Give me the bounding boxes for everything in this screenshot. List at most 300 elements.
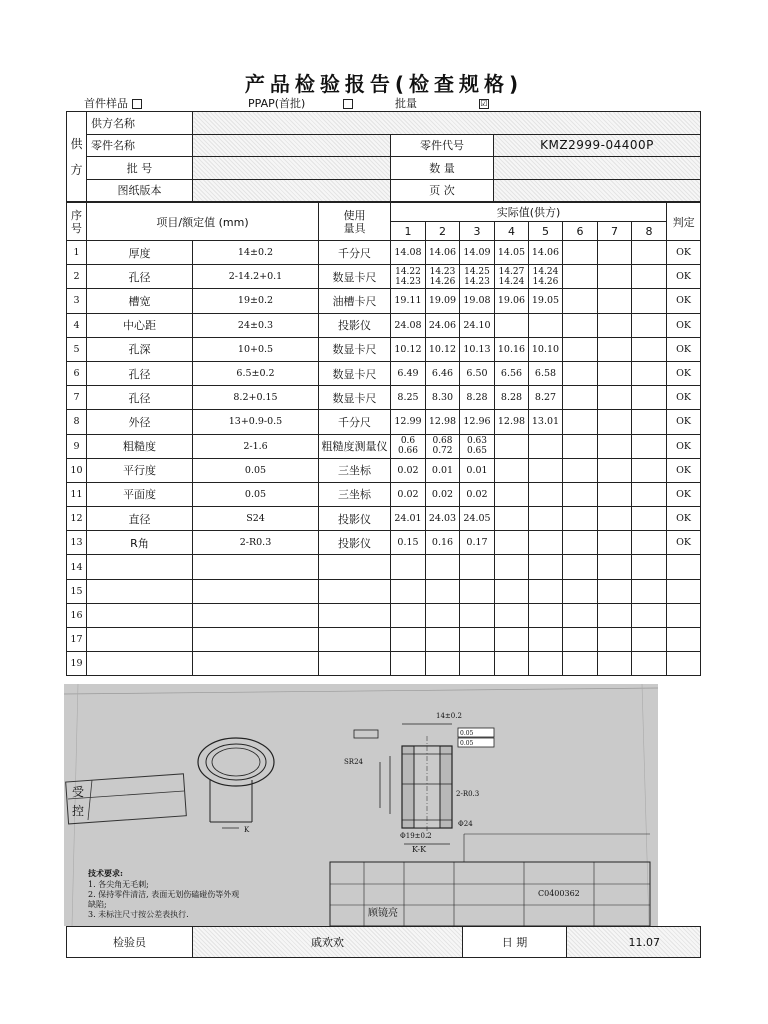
- item-spec: S24: [193, 507, 319, 531]
- sample-column-header: 5: [529, 222, 563, 241]
- gauge-name: 粗糙度测量仪: [319, 434, 391, 458]
- measured-value[interactable]: 24.06: [426, 313, 460, 337]
- measured-value[interactable]: 24.05: [460, 507, 495, 531]
- table-row: [67, 555, 701, 579]
- item-spec: 6.5±0.2: [193, 361, 319, 385]
- item-name: 厚度: [87, 241, 193, 265]
- measured-value[interactable]: [632, 313, 667, 337]
- measured-value[interactable]: [632, 458, 667, 482]
- measured-value[interactable]: [598, 361, 632, 385]
- table-row: [67, 337, 701, 361]
- gauge-name: [319, 628, 391, 652]
- measured-value[interactable]: 19.11: [391, 289, 426, 313]
- measured-value[interactable]: 13.01: [529, 410, 563, 434]
- measured-value[interactable]: 12.98: [426, 410, 460, 434]
- row-number: 13: [67, 531, 87, 555]
- header-actual: 实际值(供方): [391, 203, 667, 222]
- measured-value[interactable]: 19.09: [426, 289, 460, 313]
- part-code-value[interactable]: KMZ2999-04400P: [494, 134, 701, 157]
- measured-value[interactable]: 0.63 0.65: [460, 434, 495, 458]
- measured-value[interactable]: 0.02: [391, 458, 426, 482]
- item-name: 槽宽: [87, 289, 193, 313]
- measured-value[interactable]: [391, 555, 426, 579]
- measured-value[interactable]: 14.23 14.26: [426, 265, 460, 289]
- measured-value[interactable]: [426, 628, 460, 652]
- tech-req-title: 技术要求:: [88, 868, 123, 878]
- measured-value[interactable]: [598, 410, 632, 434]
- item-name: [87, 628, 193, 652]
- sample-column-header: 3: [460, 222, 495, 241]
- gauge-name: 油槽卡尺: [319, 289, 391, 313]
- measured-value[interactable]: [632, 603, 667, 627]
- measured-value[interactable]: [495, 458, 529, 482]
- measured-value[interactable]: [563, 531, 598, 555]
- table-row: [67, 458, 701, 482]
- item-name: 平行度: [87, 458, 193, 482]
- verdict: OK: [667, 458, 701, 482]
- measured-value[interactable]: 6.56: [495, 361, 529, 385]
- measured-value[interactable]: 14.27 14.24: [495, 265, 529, 289]
- table-row: [67, 289, 701, 313]
- measured-value[interactable]: [529, 603, 563, 627]
- measured-value[interactable]: 24.03: [426, 507, 460, 531]
- gauge-name: 投影仪: [319, 531, 391, 555]
- verdict: OK: [667, 507, 701, 531]
- measured-value[interactable]: [495, 652, 529, 676]
- svg-text:控: 控: [72, 804, 85, 818]
- row-number: 7: [67, 386, 87, 410]
- footer-table: [66, 926, 701, 958]
- measured-value[interactable]: [391, 652, 426, 676]
- item-spec: [193, 579, 319, 603]
- measured-value[interactable]: [529, 434, 563, 458]
- measured-value[interactable]: [495, 628, 529, 652]
- gauge-name: 数显卡尺: [319, 265, 391, 289]
- verdict: OK: [667, 337, 701, 361]
- measured-value[interactable]: [495, 555, 529, 579]
- measured-value[interactable]: [563, 241, 598, 265]
- item-spec: [193, 628, 319, 652]
- measured-value[interactable]: [598, 434, 632, 458]
- measured-value[interactable]: 8.30: [426, 386, 460, 410]
- measured-value[interactable]: 10.12: [426, 337, 460, 361]
- item-name: 外径: [87, 410, 193, 434]
- dim-radius: 2-R0.3: [456, 790, 480, 798]
- measured-value[interactable]: [563, 628, 598, 652]
- item-spec: [193, 603, 319, 627]
- measured-value[interactable]: [460, 603, 495, 627]
- verdict: [667, 555, 701, 579]
- part-drawing: [64, 684, 658, 926]
- gauge-name: 投影仪: [319, 313, 391, 337]
- gauge-name: [319, 603, 391, 627]
- drawing-version-label: 图纸版本: [87, 179, 193, 202]
- verdict: OK: [667, 313, 701, 337]
- report-title: 产品检验报告(检查规格): [244, 72, 524, 96]
- measured-value[interactable]: [598, 531, 632, 555]
- measured-value[interactable]: [598, 628, 632, 652]
- measured-value[interactable]: [632, 482, 667, 506]
- row-number: 17: [67, 628, 87, 652]
- measured-value[interactable]: [598, 458, 632, 482]
- verdict: [667, 603, 701, 627]
- gauge-name: 千分尺: [319, 241, 391, 265]
- first-sample-checkbox[interactable]: [132, 99, 142, 109]
- measured-value[interactable]: [632, 652, 667, 676]
- gauge-name: [319, 652, 391, 676]
- row-number: 1: [67, 241, 87, 265]
- measured-value[interactable]: [563, 410, 598, 434]
- svg-text:K: K: [244, 826, 250, 834]
- table-row: [67, 579, 701, 603]
- measured-value[interactable]: [529, 652, 563, 676]
- measured-value[interactable]: 0.16: [426, 531, 460, 555]
- part-name-label: 零件名称: [87, 134, 193, 157]
- item-spec: 2-14.2+0.1: [193, 265, 319, 289]
- measured-value[interactable]: 0.15: [391, 531, 426, 555]
- measured-value[interactable]: [598, 265, 632, 289]
- verdict: OK: [667, 410, 701, 434]
- gauge-name: 三坐标: [319, 458, 391, 482]
- supplier-name-label: 供方名称: [87, 112, 193, 135]
- gauge-name: 千分尺: [319, 410, 391, 434]
- row-number: 2: [67, 265, 87, 289]
- verdict: OK: [667, 482, 701, 506]
- item-spec: [193, 652, 319, 676]
- row-number: 19: [67, 652, 87, 676]
- supplier-info-table: [66, 111, 701, 202]
- header-verdict: 判定: [667, 203, 701, 241]
- measured-value[interactable]: [495, 579, 529, 603]
- measured-value[interactable]: 14.09: [460, 241, 495, 265]
- ppap-label: PPAP(首批): [248, 97, 306, 110]
- item-name: 孔径: [87, 386, 193, 410]
- ppap-option[interactable]: [248, 95, 353, 111]
- measured-value[interactable]: [460, 579, 495, 603]
- measured-value[interactable]: 10.10: [529, 337, 563, 361]
- row-number: 8: [67, 410, 87, 434]
- verdict: [667, 579, 701, 603]
- verdict: OK: [667, 289, 701, 313]
- measured-value[interactable]: [391, 603, 426, 627]
- measured-value[interactable]: [563, 313, 598, 337]
- header-item: 项目/额定值 (mm): [87, 203, 319, 241]
- inspector-label: 检验员: [67, 927, 193, 958]
- item-name: 孔深: [87, 337, 193, 361]
- drawing-svg: [64, 684, 658, 926]
- lot-field[interactable]: [193, 157, 391, 180]
- measured-value[interactable]: [598, 652, 632, 676]
- measured-value[interactable]: [495, 434, 529, 458]
- sample-column-header: 2: [426, 222, 460, 241]
- item-spec: 14±0.2: [193, 241, 319, 265]
- item-name: R角: [87, 531, 193, 555]
- dim-diameter: Φ24: [458, 820, 473, 828]
- measured-value[interactable]: 0.02: [460, 482, 495, 506]
- measured-value[interactable]: [529, 555, 563, 579]
- measured-value[interactable]: [632, 265, 667, 289]
- measured-value[interactable]: [495, 313, 529, 337]
- measured-value[interactable]: [632, 361, 667, 385]
- measured-value[interactable]: [598, 482, 632, 506]
- sample-column-header: 4: [495, 222, 529, 241]
- table-row: [67, 361, 701, 385]
- tech-req-line-3: 缺陷;: [88, 900, 107, 909]
- drawing-part-no: C0400362: [538, 889, 580, 898]
- row-number: 16: [67, 603, 87, 627]
- batch-checkbox[interactable]: ☑: [480, 99, 488, 108]
- measured-value[interactable]: 0.68 0.72: [426, 434, 460, 458]
- item-name: 中心距: [87, 313, 193, 337]
- measured-value[interactable]: [426, 555, 460, 579]
- measured-value[interactable]: [426, 652, 460, 676]
- measured-value[interactable]: 14.08: [391, 241, 426, 265]
- lot-label: 批 号: [87, 157, 193, 180]
- measured-value[interactable]: [598, 579, 632, 603]
- sample-column-header: 1: [391, 222, 426, 241]
- row-number: 15: [67, 579, 87, 603]
- section-label: K-K: [412, 845, 427, 854]
- item-name: [87, 652, 193, 676]
- item-name: [87, 603, 193, 627]
- measured-value[interactable]: 19.06: [495, 289, 529, 313]
- measured-value[interactable]: [632, 507, 667, 531]
- item-spec: 24±0.3: [193, 313, 319, 337]
- measured-value[interactable]: [563, 337, 598, 361]
- table-row: [67, 241, 701, 265]
- measured-value[interactable]: 6.50: [460, 361, 495, 385]
- measured-value[interactable]: [632, 628, 667, 652]
- measured-value[interactable]: [495, 531, 529, 555]
- item-spec: 0.05: [193, 458, 319, 482]
- table-row: [67, 410, 701, 434]
- table-row: [67, 628, 701, 652]
- part-name-field[interactable]: [193, 134, 391, 157]
- measured-value[interactable]: 12.98: [495, 410, 529, 434]
- measured-value[interactable]: [598, 555, 632, 579]
- row-number: 4: [67, 313, 87, 337]
- table-row: [67, 652, 701, 676]
- table-row: [67, 434, 701, 458]
- tech-req-line-4: 3. 未标注尺寸按公差表执行.: [88, 910, 189, 919]
- measured-value[interactable]: [598, 313, 632, 337]
- measured-value[interactable]: 24.10: [460, 313, 495, 337]
- measured-value[interactable]: [495, 603, 529, 627]
- measured-value[interactable]: [563, 482, 598, 506]
- measured-value[interactable]: [563, 361, 598, 385]
- measured-value[interactable]: 12.96: [460, 410, 495, 434]
- table-row: [67, 386, 701, 410]
- item-name: 粗糙度: [87, 434, 193, 458]
- measured-value[interactable]: [426, 579, 460, 603]
- measured-value[interactable]: 14.22 14.23: [391, 265, 426, 289]
- measured-value[interactable]: [632, 555, 667, 579]
- gauge-name: 数显卡尺: [319, 337, 391, 361]
- supplier-name-field[interactable]: [193, 112, 701, 135]
- ppap-checkbox[interactable]: [343, 99, 353, 109]
- item-spec: 19±0.2: [193, 289, 319, 313]
- date-label: 日 期: [463, 927, 567, 958]
- measured-value[interactable]: [529, 507, 563, 531]
- first-sample-option[interactable]: [84, 95, 142, 111]
- measured-value[interactable]: 8.28: [495, 386, 529, 410]
- inspector-name[interactable]: 戚欢欢: [193, 927, 463, 958]
- table-row: [67, 313, 701, 337]
- measured-value[interactable]: [495, 482, 529, 506]
- measured-value[interactable]: [598, 507, 632, 531]
- measured-value[interactable]: 0.17: [460, 531, 495, 555]
- measured-value[interactable]: [426, 603, 460, 627]
- measured-value[interactable]: [563, 507, 598, 531]
- measured-value[interactable]: 8.27: [529, 386, 563, 410]
- measured-value[interactable]: 14.25 14.23: [460, 265, 495, 289]
- measured-value[interactable]: [529, 531, 563, 555]
- date-value[interactable]: 11.07: [567, 927, 701, 958]
- measured-value[interactable]: 0.01: [460, 458, 495, 482]
- gauge-name: [319, 555, 391, 579]
- verdict: OK: [667, 386, 701, 410]
- measured-value[interactable]: 19.08: [460, 289, 495, 313]
- measured-value[interactable]: 6.58: [529, 361, 563, 385]
- row-number: 11: [67, 482, 87, 506]
- supplier-side-label: 供 方: [67, 112, 87, 202]
- measured-value[interactable]: [460, 555, 495, 579]
- measured-value[interactable]: 10.12: [391, 337, 426, 361]
- measured-value[interactable]: [632, 579, 667, 603]
- measured-value[interactable]: 12.99: [391, 410, 426, 434]
- measured-value[interactable]: [632, 337, 667, 361]
- quantity-field[interactable]: [494, 157, 701, 180]
- measured-value[interactable]: [632, 434, 667, 458]
- measured-value[interactable]: [529, 482, 563, 506]
- item-name: 孔径: [87, 265, 193, 289]
- measured-value[interactable]: 8.28: [460, 386, 495, 410]
- measured-value[interactable]: [563, 555, 598, 579]
- dim-parallel: 0.05: [460, 730, 474, 737]
- dim-flatness: 0.05: [460, 740, 474, 747]
- measured-value[interactable]: [632, 531, 667, 555]
- measured-value[interactable]: [563, 265, 598, 289]
- measured-value[interactable]: [563, 289, 598, 313]
- part-code-label: 零件代号: [391, 134, 494, 157]
- measured-value[interactable]: [529, 458, 563, 482]
- gauge-name: 数显卡尺: [319, 386, 391, 410]
- measured-value[interactable]: 24.01: [391, 507, 426, 531]
- measured-value[interactable]: 24.08: [391, 313, 426, 337]
- measured-value[interactable]: 14.24 14.26: [529, 265, 563, 289]
- measured-value[interactable]: [598, 603, 632, 627]
- item-name: [87, 579, 193, 603]
- item-spec: 0.05: [193, 482, 319, 506]
- gauge-name: [319, 579, 391, 603]
- measured-value[interactable]: [598, 386, 632, 410]
- measured-value[interactable]: [632, 241, 667, 265]
- dim-groove: Φ19±0.2: [400, 832, 432, 840]
- measured-value[interactable]: 0.02: [391, 482, 426, 506]
- item-spec: [193, 555, 319, 579]
- item-spec: 2-R0.3: [193, 531, 319, 555]
- measured-value[interactable]: 6.49: [391, 361, 426, 385]
- tech-req-line-1: 1. 各尖角无毛刺;: [88, 880, 149, 889]
- table-row: [67, 603, 701, 627]
- item-name: 平面度: [87, 482, 193, 506]
- measured-value[interactable]: 8.25: [391, 386, 426, 410]
- measured-value[interactable]: 10.13: [460, 337, 495, 361]
- measured-value[interactable]: [460, 628, 495, 652]
- measured-value[interactable]: [598, 241, 632, 265]
- verdict: OK: [667, 241, 701, 265]
- tech-req-line-2: 2. 保持零件清洁, 表面无划伤磕碰伤等外观: [88, 890, 240, 899]
- page-field[interactable]: [494, 179, 701, 202]
- table-row: [67, 265, 701, 289]
- inspection-table: [66, 202, 701, 676]
- measured-value[interactable]: [563, 458, 598, 482]
- measured-value[interactable]: [460, 652, 495, 676]
- measured-value[interactable]: [529, 579, 563, 603]
- row-number: 9: [67, 434, 87, 458]
- measured-value[interactable]: [598, 289, 632, 313]
- sample-column-header: 6: [563, 222, 598, 241]
- svg-text:受: 受: [72, 785, 85, 799]
- measured-value[interactable]: [563, 652, 598, 676]
- header-seq: 序 号: [67, 203, 87, 241]
- measured-value[interactable]: 0.01: [426, 458, 460, 482]
- batch-option[interactable]: [395, 95, 489, 111]
- row-number: 5: [67, 337, 87, 361]
- table-row: [67, 531, 701, 555]
- page-label: 页 次: [391, 179, 494, 202]
- measured-value[interactable]: 10.16: [495, 337, 529, 361]
- item-spec: 8.2+0.15: [193, 386, 319, 410]
- row-number: 6: [67, 361, 87, 385]
- measured-value[interactable]: 0.6 0.66: [391, 434, 426, 458]
- verdict: [667, 628, 701, 652]
- measured-value[interactable]: [563, 603, 598, 627]
- measured-value[interactable]: 14.05: [495, 241, 529, 265]
- measured-value[interactable]: [529, 628, 563, 652]
- measured-value[interactable]: [495, 507, 529, 531]
- measured-value[interactable]: [563, 579, 598, 603]
- measured-value[interactable]: 6.46: [426, 361, 460, 385]
- measured-value[interactable]: 14.06: [529, 241, 563, 265]
- first-sample-label: 首件样品: [84, 97, 128, 110]
- quantity-label: 数 量: [391, 157, 494, 180]
- measured-value[interactable]: [529, 313, 563, 337]
- item-name: [87, 555, 193, 579]
- item-spec: 13+0.9-0.5: [193, 410, 319, 434]
- measured-value[interactable]: [391, 579, 426, 603]
- dim-thickness: 14±0.2: [436, 712, 462, 720]
- measured-value[interactable]: 14.06: [426, 241, 460, 265]
- drawing-signature: 顾镜亮: [368, 908, 398, 919]
- measured-value[interactable]: 0.02: [426, 482, 460, 506]
- item-spec: 2-1.6: [193, 434, 319, 458]
- measured-value[interactable]: [632, 289, 667, 313]
- header-gauge: 使用 量具: [319, 203, 391, 241]
- measured-value[interactable]: 19.05: [529, 289, 563, 313]
- measured-value[interactable]: [563, 386, 598, 410]
- item-spec: 10+0.5: [193, 337, 319, 361]
- measured-value[interactable]: [632, 386, 667, 410]
- drawing-version-field[interactable]: [193, 179, 391, 202]
- measured-value[interactable]: [598, 337, 632, 361]
- gauge-name: 数显卡尺: [319, 361, 391, 385]
- row-number: 14: [67, 555, 87, 579]
- measured-value[interactable]: [391, 628, 426, 652]
- sample-column-header: 7: [598, 222, 632, 241]
- measured-value[interactable]: [632, 410, 667, 434]
- measured-value[interactable]: [563, 434, 598, 458]
